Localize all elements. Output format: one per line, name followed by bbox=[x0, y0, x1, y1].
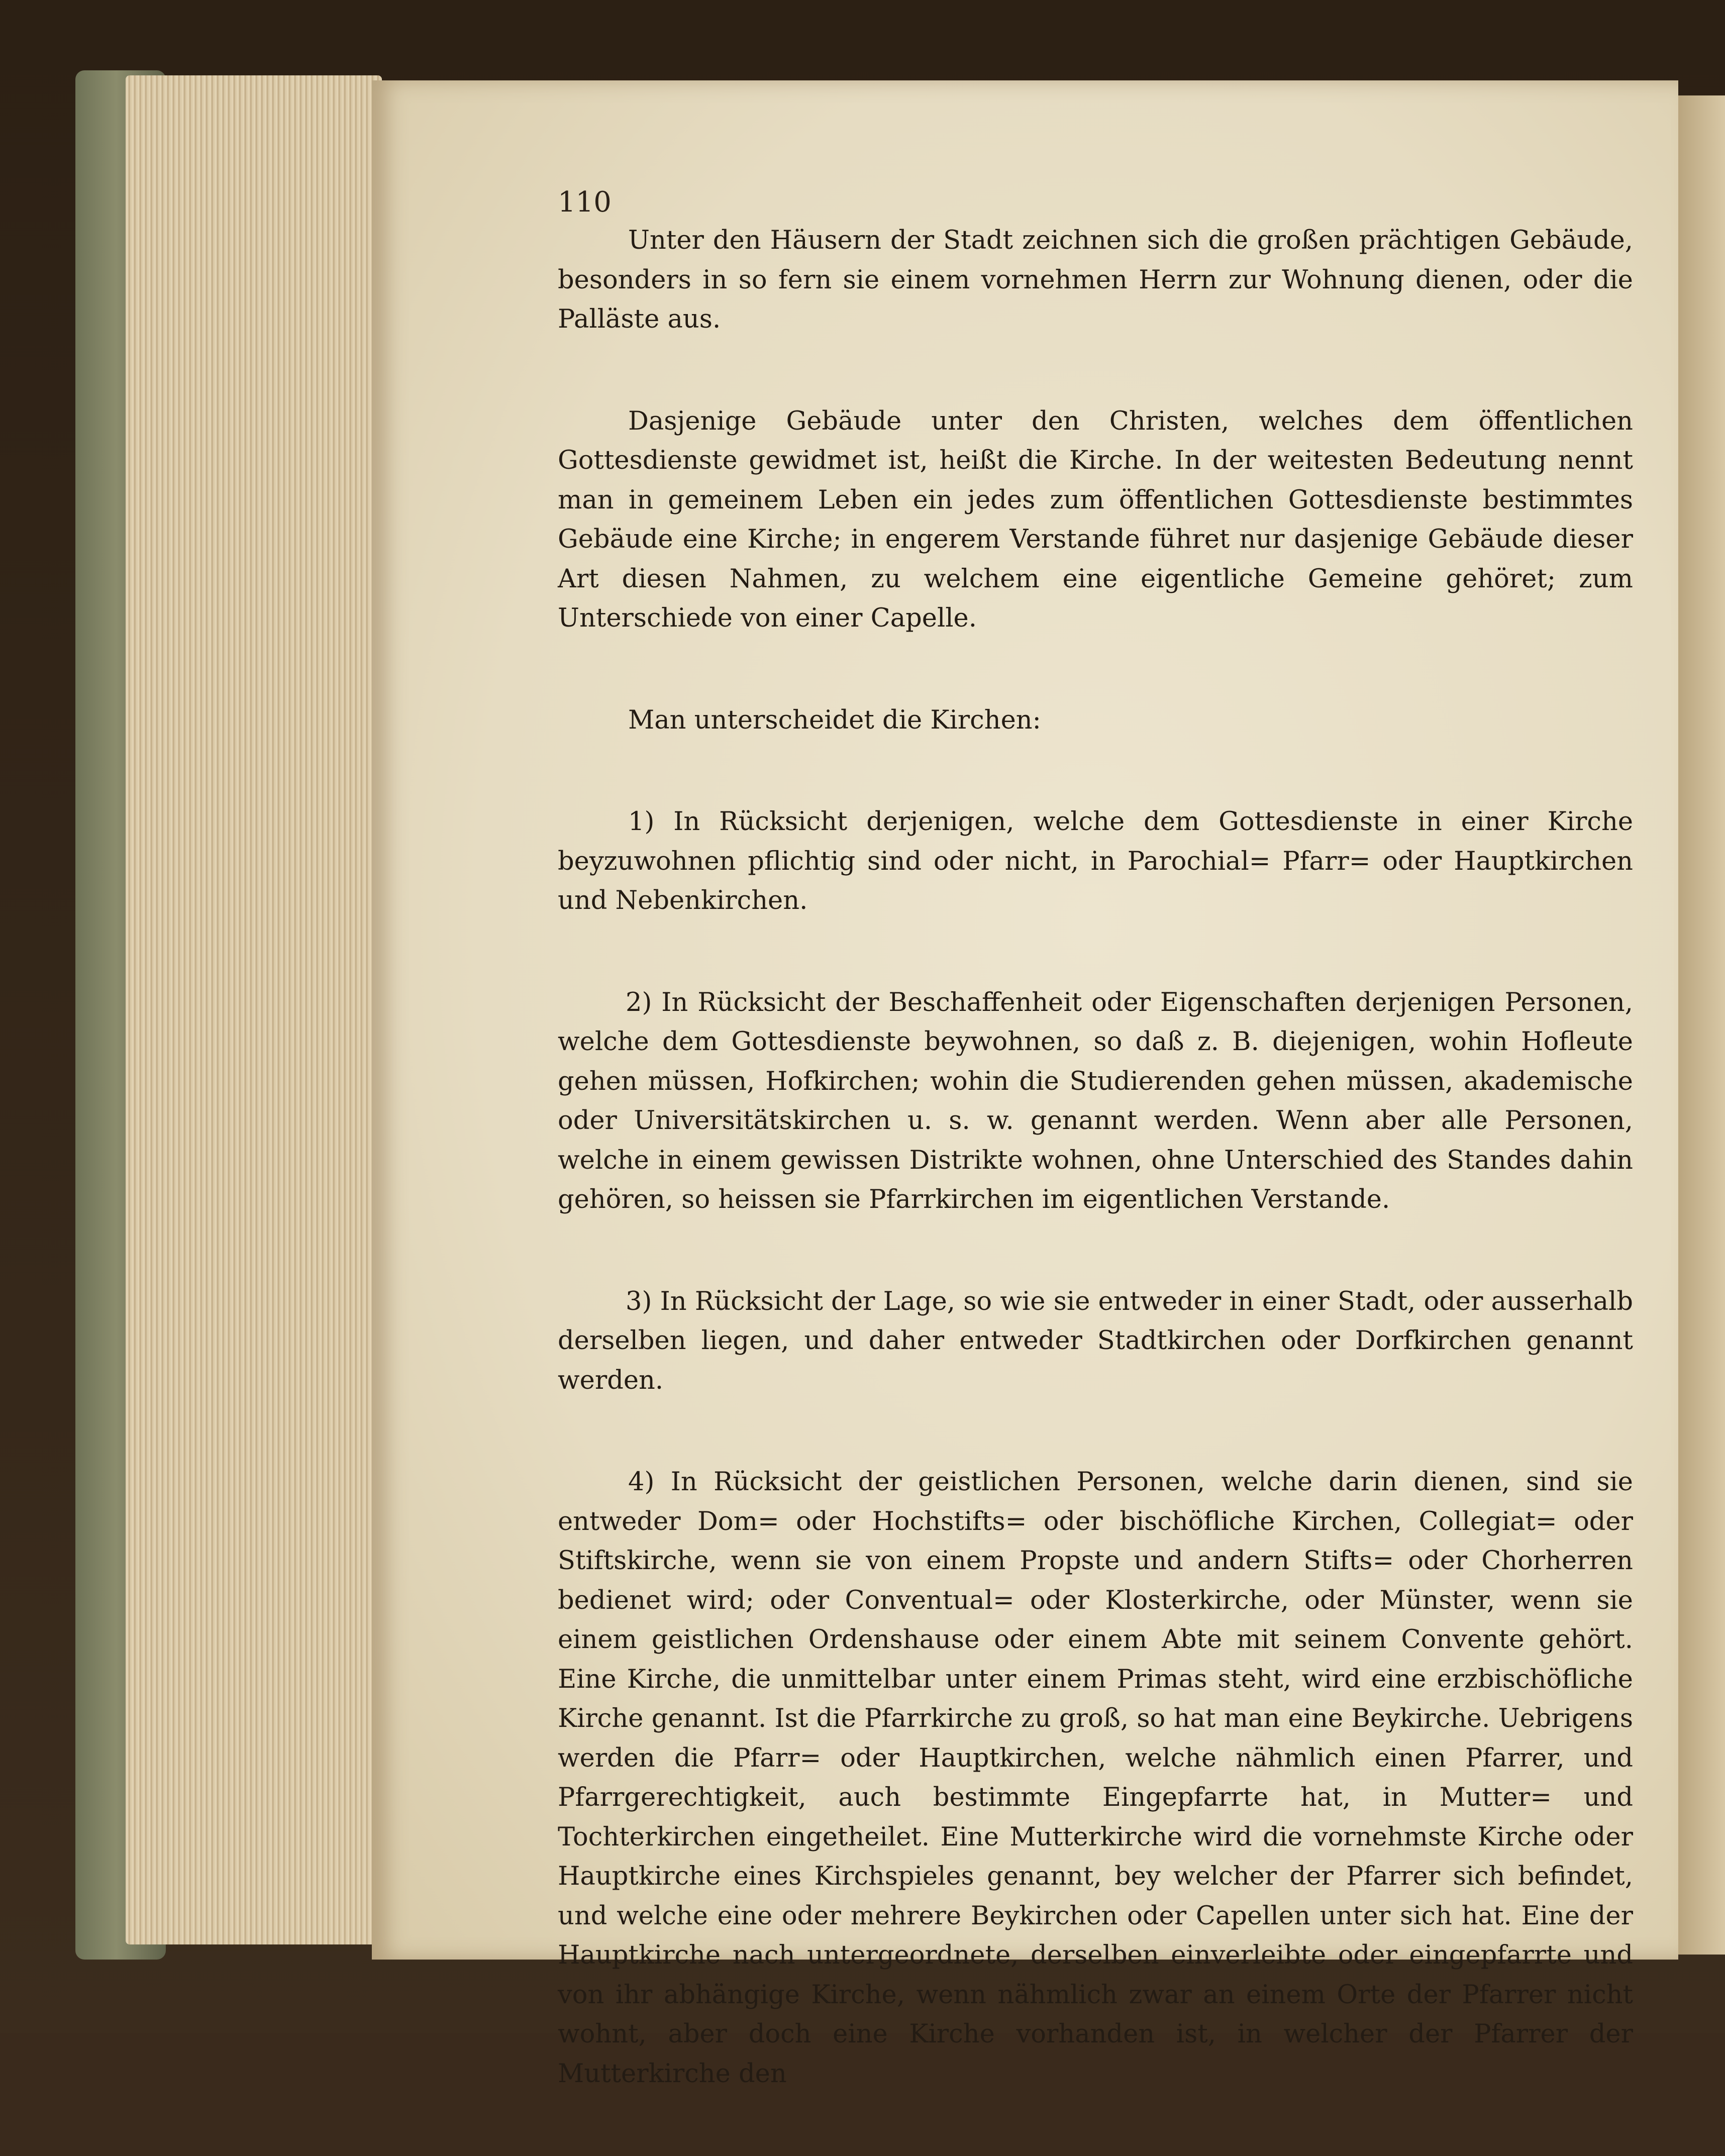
page-number: 110 bbox=[558, 186, 612, 219]
adjacent-page-edge bbox=[1673, 95, 1725, 1955]
page-text-block bbox=[558, 221, 1633, 2156]
paragraph: Dasjenige Gebäude unter den Christen, welches dem öffentlichen Gottesdienste gewidmet ist, heißt die Kirche. In der weitesten Bedeutung nennt man in gemeinem Leben ein jedes zum öffentlichen Gottesdienste bestimmtes Gebäude eine Kirche; in engerem Verstande führet nur dasjenige Gebäude dieser Art diesen Nahmen, zu welchem eine eigentliche Gemeine gehöret; zum Unterschiede von einer Capelle. bbox=[558, 406, 1633, 633]
paragraph: Unter den Häusern der Stadt zeichnen sich die großen prächtigen Gebäude, besonders in so fern sie einem vornehmen Herrn zur Wohnung dienen, oder die Palläste aus. bbox=[558, 226, 1633, 334]
paragraph: 2) In Rücksicht der Beschaffenheit oder Eigenschaften derjenigen Personen, welche dem Gottesdienste beywohnen, so daß z. B. diejenigen, wohin Hofleute gehen müssen, Hofkirchen; wohin die Studierenden gehen müssen, akademische oder Universitätskirchen u. s. w. genannt werden. Wenn aber alle Personen, welche in einem gewissen Distrikte wohnen, ohne Unterschied des Standes dahin gehören, so heissen sie Pfarrkirchen im eigentlichen Verstande. bbox=[558, 987, 1633, 1214]
page-edges bbox=[126, 75, 382, 1944]
paragraph: 1) In Rücksicht derjenigen, welche dem Gottesdienste in einer Kirche beyzuwohnen pflichtig sind oder nicht, in Parochial= Pfarr= oder Hauptkirchen und Nebenkirchen. bbox=[558, 807, 1633, 915]
paragraph: 4) In Rücksicht der geistlichen Personen, welche darin dienen, sind sie entweder Dom= oder Hochstifts= oder bischöfliche Kirchen, Collegiat= oder Stiftskirche, wenn sie von einem Propste und andern Stifts= oder Chorherren bedienet wird; oder Conventual= oder Klosterkirche, oder Münster, wenn sie einem geistlichen Ordenshause oder einem Abte mit seinem Convente gehört. Eine Kirche, die unmittelbar unter einem Primas steht, wird eine erzbischöfliche Kirche genannt. Ist die Pfarrkirche zu groß, so hat man eine Beykirche. Uebrigens werden die Pfarr= oder Hauptkirchen, welche nähmlich einen Pfarrer, und Pfarrgerechtigkeit, auch bestimmte Eingepfarrte hat, in Mutter= und Tochterkirchen eingetheilet. Eine Mutterkirche wird die vornehmste Kirche oder Hauptkirche eines Kirchspieles genannt, bey welcher der Pfarrer sich befindet, und welche eine oder mehrere Beykirchen oder Capellen unter sich hat. Eine der Hauptkirche nach untergeordnete, derselben einverleibte oder eingepfarrte und von ihr abhängige Kirche, wenn nähmlich zwar an einem Orte der Pfarrer nicht wohnt, aber doch eine Kirche vorhanden ist, in welcher der Pfarrer der Mutterkirche den bbox=[558, 1467, 1633, 2089]
paragraph: 3) In Rücksicht der Lage, so wie sie entweder in einer Stadt, oder ausserhalb derselben liegen, und daher entweder Stadtkirchen oder Dorfkirchen genannt werden. bbox=[558, 1286, 1633, 1395]
paragraph: Man unterscheidet die Kirchen: bbox=[628, 705, 1041, 735]
